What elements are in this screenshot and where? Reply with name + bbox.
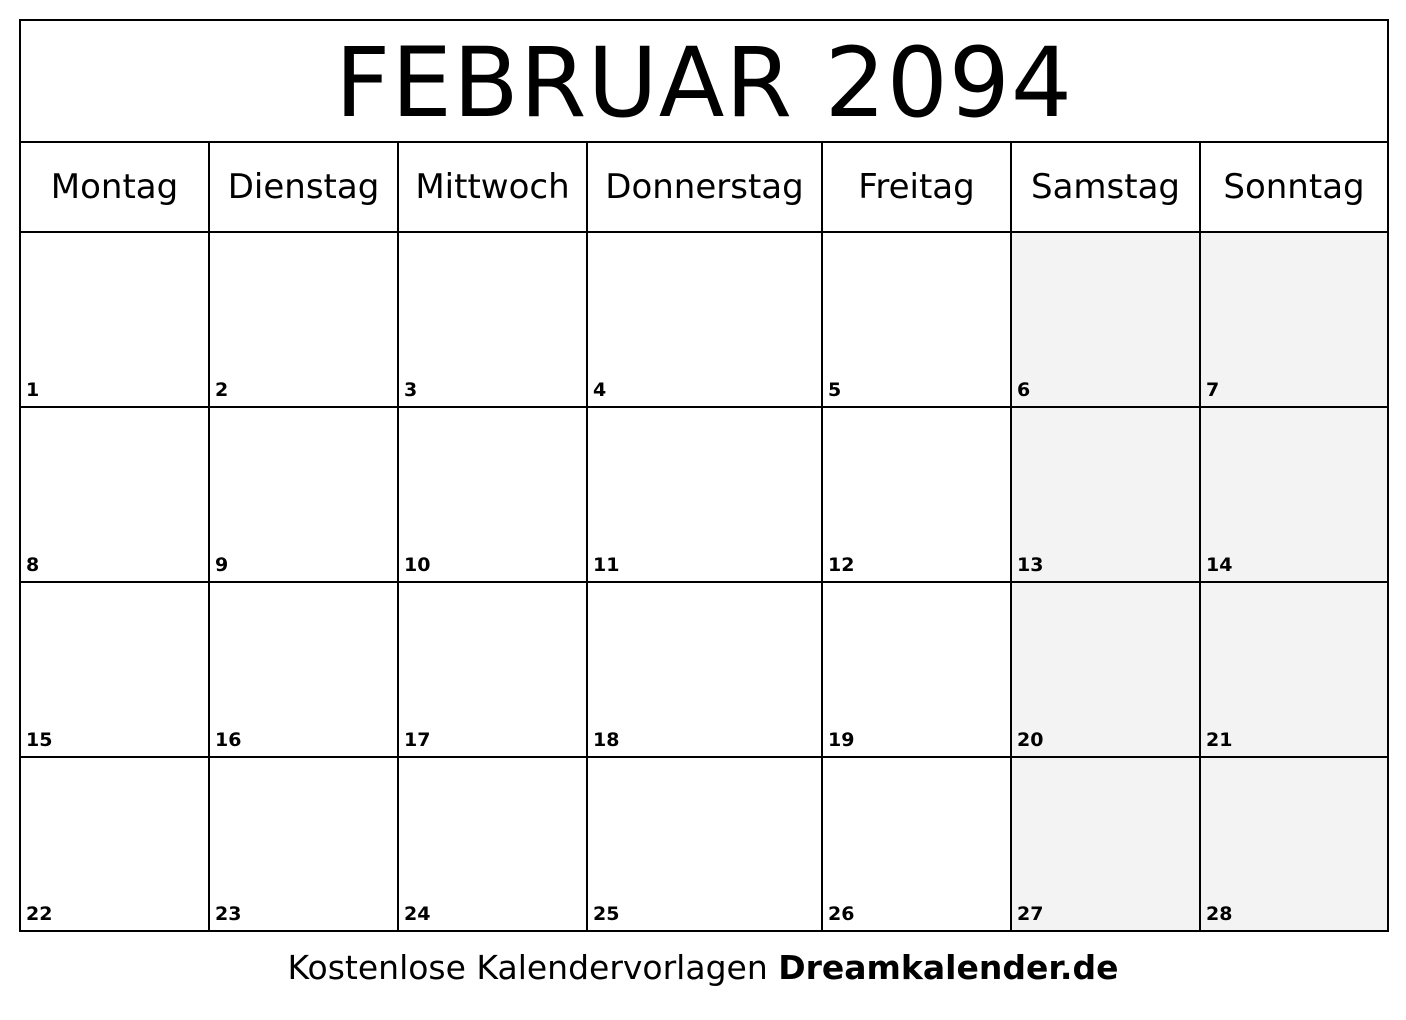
day-number: 24 — [404, 903, 431, 925]
day-number: 12 — [828, 554, 855, 576]
weekday-wednesday: Mittwoch — [415, 167, 570, 207]
day-cell — [210, 408, 397, 581]
grid-divider — [208, 143, 210, 930]
day-number: 17 — [404, 729, 431, 751]
calendar-grid — [19, 19, 1389, 932]
day-cell — [210, 233, 397, 406]
grid-divider — [397, 143, 399, 930]
day-cell — [399, 408, 586, 581]
day-number: 3 — [404, 379, 418, 401]
day-cell — [823, 233, 1010, 406]
day-number: 19 — [828, 729, 855, 751]
footer — [0, 946, 1406, 990]
day-number: 21 — [1206, 729, 1233, 751]
page-title: FEBRUAR 2094 — [335, 27, 1073, 139]
day-cell — [21, 233, 208, 406]
day-number: 27 — [1017, 903, 1044, 925]
day-cell — [823, 758, 1010, 930]
grid-divider — [1010, 143, 1012, 930]
day-number: 11 — [593, 554, 620, 576]
grid-divider — [1199, 143, 1201, 930]
day-cell — [588, 233, 821, 406]
footer-brand-link[interactable]: Dreamkalender.de — [778, 948, 1119, 987]
grid-divider — [21, 581, 1387, 583]
day-number: 10 — [404, 554, 431, 576]
day-number: 5 — [828, 379, 842, 401]
day-number: 16 — [215, 729, 242, 751]
day-cell — [588, 583, 821, 756]
day-cell-weekend — [1012, 758, 1199, 930]
day-cell — [21, 758, 208, 930]
grid-divider — [821, 143, 823, 930]
day-cell-weekend — [1201, 233, 1387, 406]
day-number: 1 — [26, 379, 40, 401]
day-cell-weekend — [1201, 408, 1387, 581]
day-cell — [399, 758, 586, 930]
day-number: 22 — [26, 903, 53, 925]
day-number: 9 — [215, 554, 229, 576]
day-number: 7 — [1206, 379, 1220, 401]
day-number: 25 — [593, 903, 620, 925]
day-cell-weekend — [1201, 583, 1387, 756]
title-row — [21, 21, 1387, 143]
weekday-sunday: Sonntag — [1223, 167, 1365, 207]
day-number: 20 — [1017, 729, 1044, 751]
day-cell — [823, 583, 1010, 756]
day-cell — [210, 583, 397, 756]
weekday-thursday: Donnerstag — [605, 167, 804, 207]
day-cell — [399, 583, 586, 756]
day-number: 6 — [1017, 379, 1031, 401]
day-number: 23 — [215, 903, 242, 925]
weekday-header-row — [21, 143, 1387, 233]
day-cell — [588, 758, 821, 930]
day-number: 14 — [1206, 554, 1233, 576]
day-cell-weekend — [1012, 583, 1199, 756]
day-cell — [21, 408, 208, 581]
day-cell — [399, 233, 586, 406]
day-cell — [588, 408, 821, 581]
day-number: 28 — [1206, 903, 1233, 925]
day-cell-weekend — [1012, 408, 1199, 581]
day-cell — [823, 408, 1010, 581]
weekday-monday: Montag — [50, 167, 179, 207]
weekday-friday: Freitag — [858, 167, 975, 207]
day-cell — [210, 758, 397, 930]
day-number: 2 — [215, 379, 229, 401]
weekday-saturday: Samstag — [1031, 167, 1180, 207]
footer-text: Kostenlose Kalendervorlagen — [287, 948, 779, 987]
day-cell — [21, 583, 208, 756]
day-number: 13 — [1017, 554, 1044, 576]
day-cell-weekend — [1201, 758, 1387, 930]
day-cell-weekend — [1012, 233, 1199, 406]
day-number: 4 — [593, 379, 607, 401]
day-number: 8 — [26, 554, 40, 576]
day-number: 18 — [593, 729, 620, 751]
grid-divider — [21, 756, 1387, 758]
day-number: 15 — [26, 729, 53, 751]
day-number: 26 — [828, 903, 855, 925]
grid-divider — [21, 406, 1387, 408]
weekday-tuesday: Dienstag — [227, 167, 380, 207]
grid-divider — [586, 143, 588, 930]
